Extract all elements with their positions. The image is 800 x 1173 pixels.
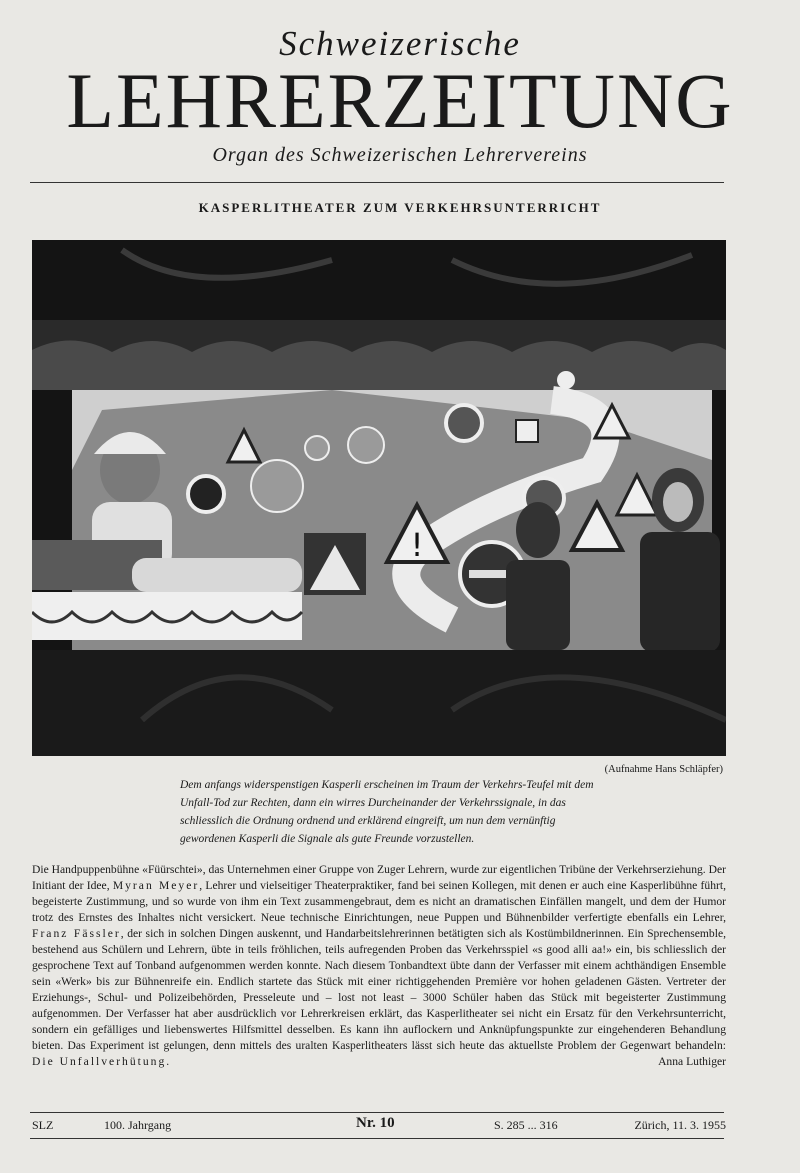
footer-volume: 100. Jahrgang: [104, 1118, 172, 1132]
author-name-1: Myran Meyer: [112, 879, 200, 892]
bed-pillow: [132, 558, 302, 592]
curtain-swag: [32, 340, 726, 390]
masthead-rule: [30, 182, 724, 183]
footer-rule-bottom: [30, 1138, 724, 1139]
masthead-supertitle: Schweizerische: [279, 24, 521, 63]
svg-text:!: !: [410, 526, 424, 564]
puppet-devil-body: [506, 560, 570, 650]
body-text-3: , der sich in solchen Dingen auskennt, und Handarbeitslehrerinnen betätigten sich als Kostümbildnerinnen. Ein Sprechensemble, bestehend aus Schülern und Lehrern, übte in teils fröhlichen, teils aufregenden Proben das Verkehrsspiel «s good alli aa!» ein, bis schliesslich der gesprochene Text auf Tonband aufgenommen werden konnte. Nach diesem Tonbandtext übte dann der Verfasser mit einem achthändigen Ensemble sein «Werk» bis zur Bühnenreife ein. Endlich startete das Stück mit einer richtiggehenden Première vor hohen geladenen Gästen. Vertreter der Erziehungs-, Schul- und Polizeibehörden, Presseleute und – lost not least – 3000 Schüler haben das Stück mit begeisterter Zustimmung aufgenommen. Der Verfasser hat aber ausdrücklich vor Lehrerkreisen erklärt, das Kasperlitheater sei nicht ein Ersatz für den Verkehrsunterricht, sondern ein gefälliges und liebenswertes Hilfsmittel desselben. Es kann ihn auflockern und Anknüpfungspunkte zur eingehenderen Behandlung bieten. Das Experiment ist gelungen, denn mittels des uralten Kasperlitheaters lässt sich heute das aktuellste Problem der Gegenwart behandeln:: [32, 927, 726, 1052]
photo-credit: (Aufnahme Hans Schläpfer): [604, 764, 723, 775]
puppet-death-body: [640, 532, 720, 652]
sign-round-1: [188, 476, 224, 512]
puppet-devil-head: [516, 502, 560, 558]
body-emphasis: Die Unfallverhütung.: [32, 1055, 172, 1068]
article-body: [32, 862, 726, 1070]
bubble-3: [305, 436, 329, 460]
bubble-1: [251, 460, 303, 512]
author-name-2: Franz Fässler: [32, 927, 121, 940]
bubble-2: [348, 427, 384, 463]
sign-small: [516, 420, 538, 442]
article-headline: KASPERLITHEATER ZUM VERKEHRSUNTERRICHT: [198, 200, 602, 215]
footer-issue-number: Nr. 10: [356, 1115, 395, 1131]
footer-pages: S. 285 ... 316: [494, 1118, 558, 1132]
ball: [557, 371, 575, 389]
footer-place-date: Zürich, 11. 3. 1955: [634, 1118, 726, 1132]
bed-front: [32, 592, 302, 640]
article-author: Anna Luthiger: [658, 1055, 726, 1068]
body-text-1: Die Handpuppenbühne «Füürschtei», das Unternehmen einer Gruppe von Zuger Lehrern, wurde zur eigentlichen Tribüne der Verkehrserziehung. Der Initiant der Idee,: [32, 863, 726, 892]
footer-abbr: SLZ: [32, 1118, 54, 1132]
body-text-2: , Lehrer und vielseitiger Theaterpraktiker, fand bei seinen Kollegen, mit denen er auch eine Kasperlibühne führt, begeisterte Zustimmung, und so wurde von ihm ein Text zusammengebraut, dem es nicht an dramatischen Einfällen mangelt, und dem der Humor trotz des Ernstes des Inhaltes nicht versickert. Neue technische Einrichtungen, neue Puppen und Bühnenbilder verfertigte ebenfalls ein Lehrer,: [32, 879, 726, 924]
stage-front: [32, 650, 726, 756]
photo-caption: Dem anfangs widerspenstigen Kasperli erscheinen im Traum der Verkehrs-Teufel mit dem Unfall-Tod zur Rechten, dann ein wirres Durcheinander der Verkehrssignale, in das schliesslich die Ordnung ordnend und erklärend eingreift, um nun dem vernünftig gewordenen Kasperli die Signale als gute Freunde vorzustellen.: [180, 779, 594, 845]
masthead-subtitle: Organ des Schweizerischen Lehrervereins: [212, 144, 588, 166]
puppet-theater-photo: [32, 240, 726, 756]
footer: [32, 1112, 726, 1134]
sign-round-2: [446, 405, 482, 441]
masthead-title: LEHRERZEITUNG: [66, 57, 734, 144]
